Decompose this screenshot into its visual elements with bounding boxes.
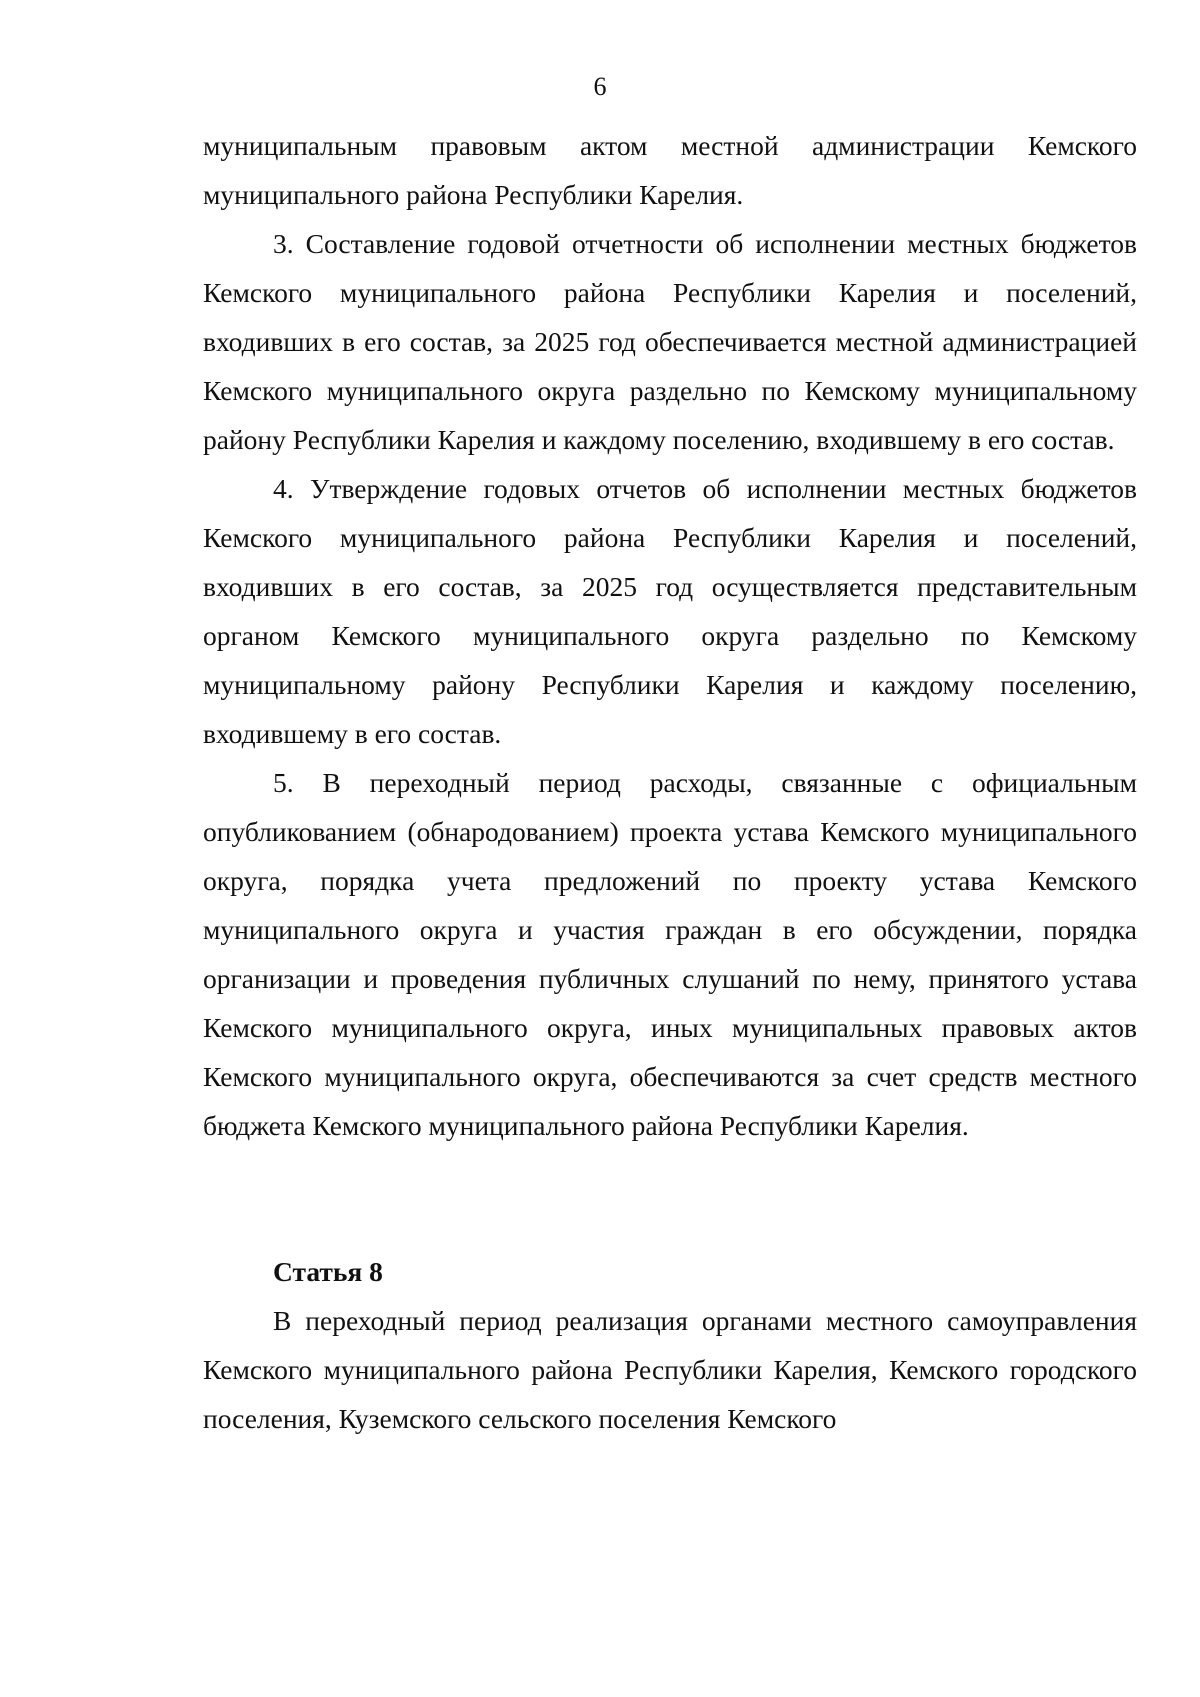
page-number: 6 <box>593 72 607 101</box>
paragraph-item-5: 5. В переходный период расходы, связанные с официальным опубликованием (обнародованием) проекта устава Кемского муниципального округа, порядка учета предложений по проекту устава Кемского муниципального округа и участия граждан в его обсуждении, порядка организации и проведения публичных слушаний по нему, принятого устава Кемского муниципального округа, иных муниципальных правовых актов Кемского муниципального округа, обеспечиваются за счет средств местного бюджета Кемского муниципального района Республики Карелия. <box>203 767 1137 1141</box>
paragraph-continuation: муниципальным правовым актом местной администрации Кемского муниципального района Республики Карелия. <box>203 130 1137 210</box>
article-8-heading: Статья 8 <box>273 1256 383 1287</box>
article-8-paragraph: В переходный период реализация органами местного самоуправления Кемского муниципального района Республики Карелия, Кемского городского поселения, Куземского сельского поселения Кемского <box>203 1305 1137 1434</box>
paragraph-item-3: 3. Составление годовой отчетности об исполнении местных бюджетов Кемского муниципального района Республики Карелия и поселений, входивших в его состав, за 2025 год обеспечивается местной администрацией Кемского муниципального округа раздельно по Кемскому муниципальному району Республики Карелия и каждому поселению, входившему в его состав. <box>203 228 1137 455</box>
paragraph-item-4: 4. Утверждение годовых отчетов об исполнении местных бюджетов Кемского муниципального района Республики Карелия и поселений, входивших в его состав, за 2025 год осуществляется представительным органом Кемского муниципального округа раздельно по Кемскому муниципальному району Республики Карелия и каждому поселению, входившему в его состав. <box>203 473 1137 749</box>
document-body <box>203 121 1137 1443</box>
